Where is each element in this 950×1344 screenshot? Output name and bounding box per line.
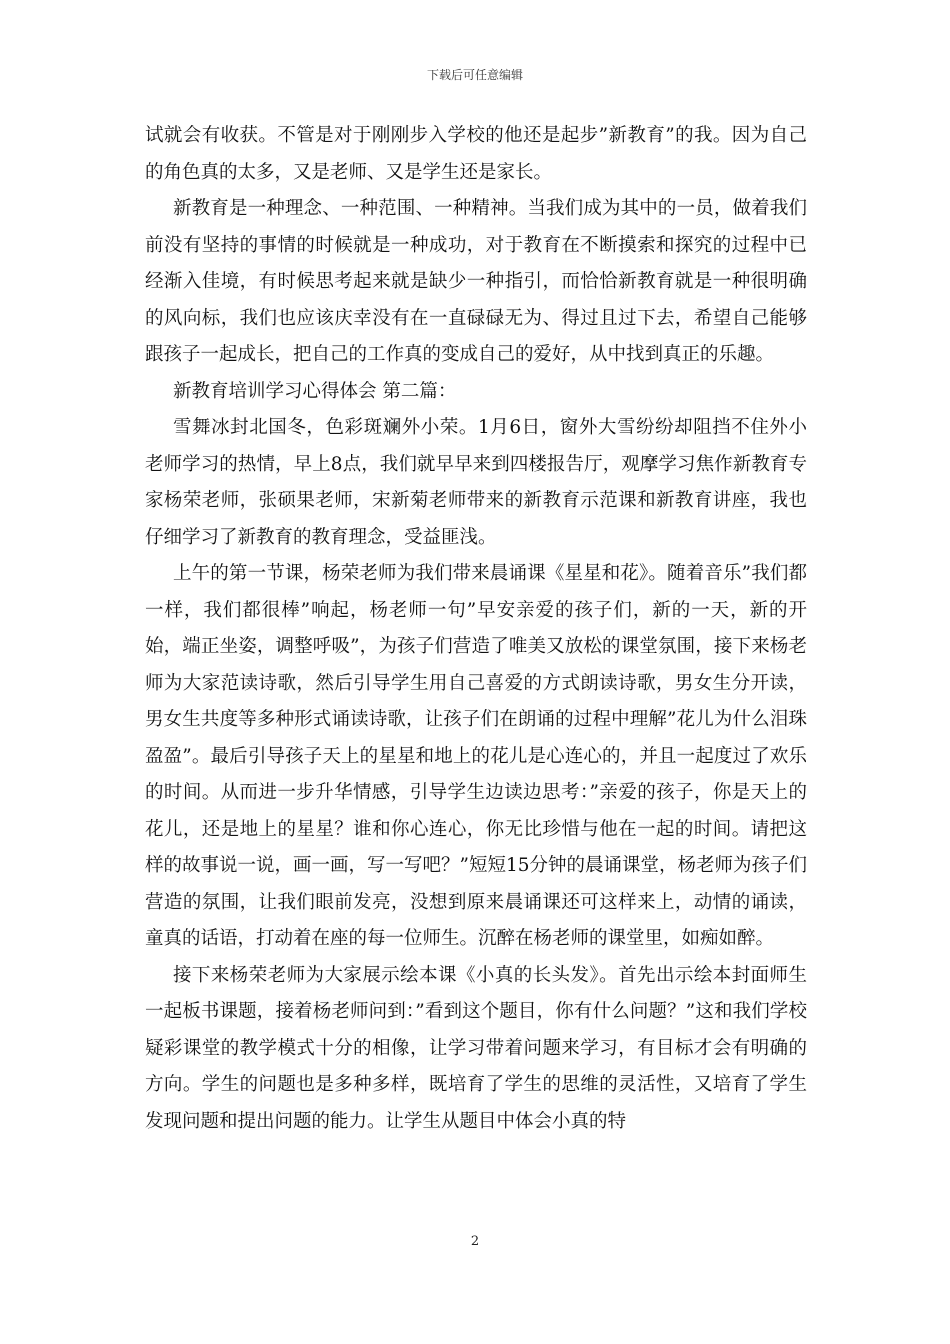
paragraph-4: 上午的第一节课，杨荣老师为我们带来晨诵课《星星和花》。随着音乐”我们都一样，我们都很棒”响起，杨老师一句”早安亲爱的孩子们，新的一天，新的开始，端正坐姿，调整呼吸”，为孩子们营造了唯美又放松的课堂氛围，接下来杨老师为大家范读诗歌，然后引导学生用自己喜爱的方式朗读诗歌，男女生分开读，男女生共度等多种形式诵读诗歌，让孩子们在朗诵的过程中理解”花儿为什么泪珠盈盈”。最后引导孩子天上的星星和地上的花儿是心连心的，并且一起度过了欢乐的时间。从而进一步升华情感，引导学生边读边思考：”亲爱的孩子，你是天上的花儿，还是地上的星星？谁和你心连心，你无比珍惜与他在一起的时间。请把这样的故事说一说，画一画，写一写吧？”短短15分钟的晨诵课堂，杨老师为孩子们营造的氛围，让我们眼前发亮，没想到原来晨诵课还可这样来上，动情的诵读，童真的话语，打动着在座的每一位师生。沉醉在杨老师的课堂里，如痴如醉。 — [145, 563, 808, 949]
paragraph-2: 新教育是一种理念、一种范围、一种精神。当我们成为其中的一员，做着我们前没有坚持的事情的时候就是一种成功，对于教育在不断摸索和探究的过程中已经渐入佳境，有时候思考起来就是缺少一种指引，而恰恰新教育就是一种很明确的风向标，我们也应该庆幸没有在一直碌碌无为、得过且过下去，希望自己能够跟孩子一起成长，把自己的工作真的变成自己的爱好，从中找到真正的乐趣。 — [145, 198, 807, 365]
page-header: 下载后可任意编辑 — [426, 68, 523, 82]
section-heading: 新教育培训学习心得体会 第二篇： — [173, 380, 457, 402]
page-number: 2 — [470, 1234, 480, 1249]
paragraph-3: 雪舞冰封北国冬，色彩斑斓外小荣。1月6日，窗外大雪纷纷却阻挡不住外小老师学习的热情，早上8点，我们就早早来到四楼报告厅，观摩学习焦作新教育专家杨荣老师，张硕果老师，宋新菊老师带来的新教育示范课和新教育讲座，我也仔细学习了新教育的教育理念，受益匪浅。 — [145, 417, 807, 548]
paragraph-5: 接下来杨荣老师为大家展示绘本课《小真的长头发》。首先出示绘本封面师生一起板书课题，接着杨老师问到：”看到这个题目，你有什么问题？”这和我们学校疑彩课堂的教学模式十分的相像，让学习带着问题来学习，有目标才会有明确的方向。学生的问题也是多种多样，既培育了学生的思维的灵活性，又培育了学生发现问题和提出问题的能力。让学生从题目中体会小真的特 — [145, 964, 807, 1132]
document-body — [145, 118, 807, 1140]
paragraph-1: 试就会有收获。不管是对于刚刚步入学校的他还是起步”新教育”的我。因为自己的角色真的太多，又是老师、又是学生还是家长。 — [145, 125, 807, 183]
